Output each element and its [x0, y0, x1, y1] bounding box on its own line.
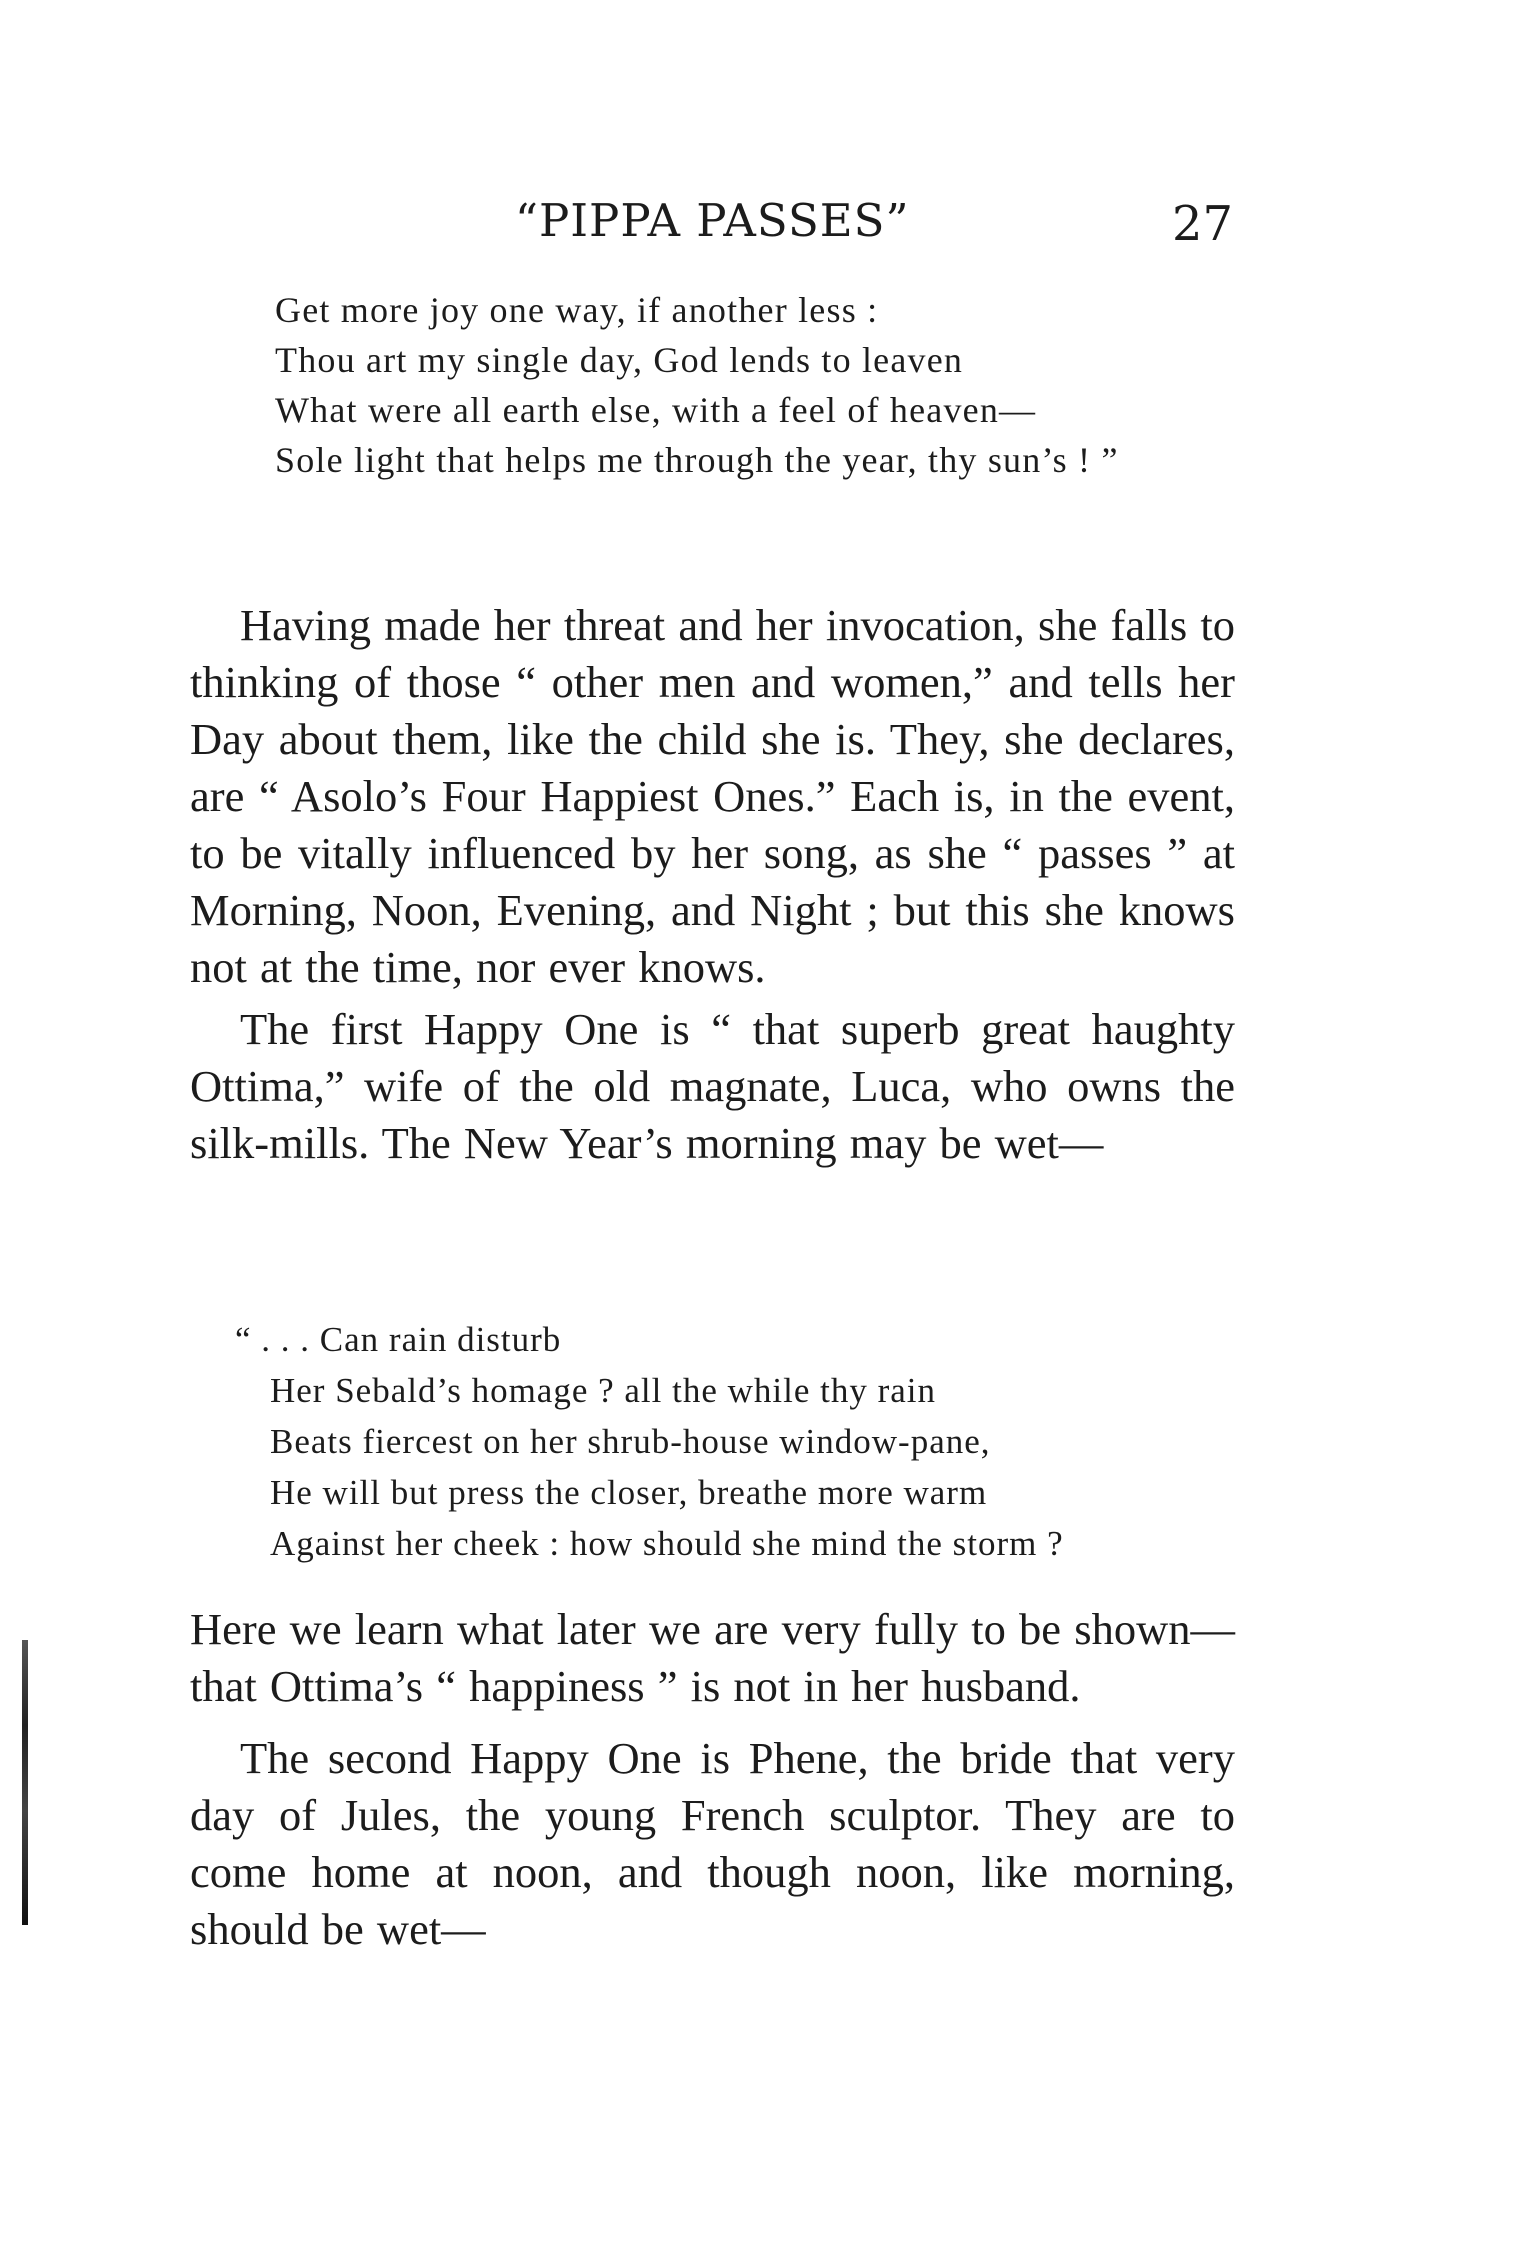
paragraph: The first Happy One is “ that superb great haughty Ottima,” wife of the old magnate, Luca, who owns the silk-mills. The New Year’s morning may be wet—	[190, 1004, 1235, 1168]
verse-line: Beats fiercest on her shrub-house window-pane,	[270, 1422, 991, 1461]
verse-line: Against her cheek : how should she mind the storm ?	[270, 1524, 1064, 1563]
paragraph: Having made her threat and her invocation, she falls to thinking of those “ other men and women,” and tells her Day about them, like the child she is. They, she declares, are “ Asolo’s Four Happiest Ones.” Each is, in the event, to be vitally influenced by her song, as she “ passes ” at Morning, Noon, Evening, and Night ; but this she knows not at the time, nor ever knows.	[190, 600, 1235, 992]
scan-binding-edge	[22, 1640, 28, 1925]
verse-quotation-1	[275, 285, 1119, 485]
verse-quotation-2	[235, 1314, 1064, 1569]
verse-line: Sole light that helps me through the year, thy sun’s ! ”	[275, 440, 1119, 480]
prose-block-1	[190, 597, 1235, 1172]
prose-block-2	[190, 1601, 1235, 1958]
verse-line: What were all earth else, with a feel of heaven—	[275, 390, 1037, 430]
verse-line: He will but press the closer, breathe more warm	[270, 1473, 988, 1512]
paragraph: Here we learn what later we are very fully to be shown—that Ottima’s “ happiness ” is not in her husband.	[190, 1604, 1235, 1711]
paragraph: The second Happy One is Phene, the bride that very day of Jules, the young French sculptor. They are to come home at noon, and though noon, like morning, should be wet—	[190, 1733, 1235, 1954]
verse-line: Her Sebald’s homage ? all the while thy rain	[270, 1371, 937, 1410]
verse-line: Get more joy one way, if another less :	[275, 290, 879, 330]
verse-line: “ . . . Can rain disturb	[235, 1320, 562, 1359]
verse-line: Thou art my single day, God lends to leaven	[275, 340, 964, 380]
page-number: 27	[1172, 196, 1234, 252]
running-head-title: “PIPPA PASSES”	[515, 194, 910, 247]
